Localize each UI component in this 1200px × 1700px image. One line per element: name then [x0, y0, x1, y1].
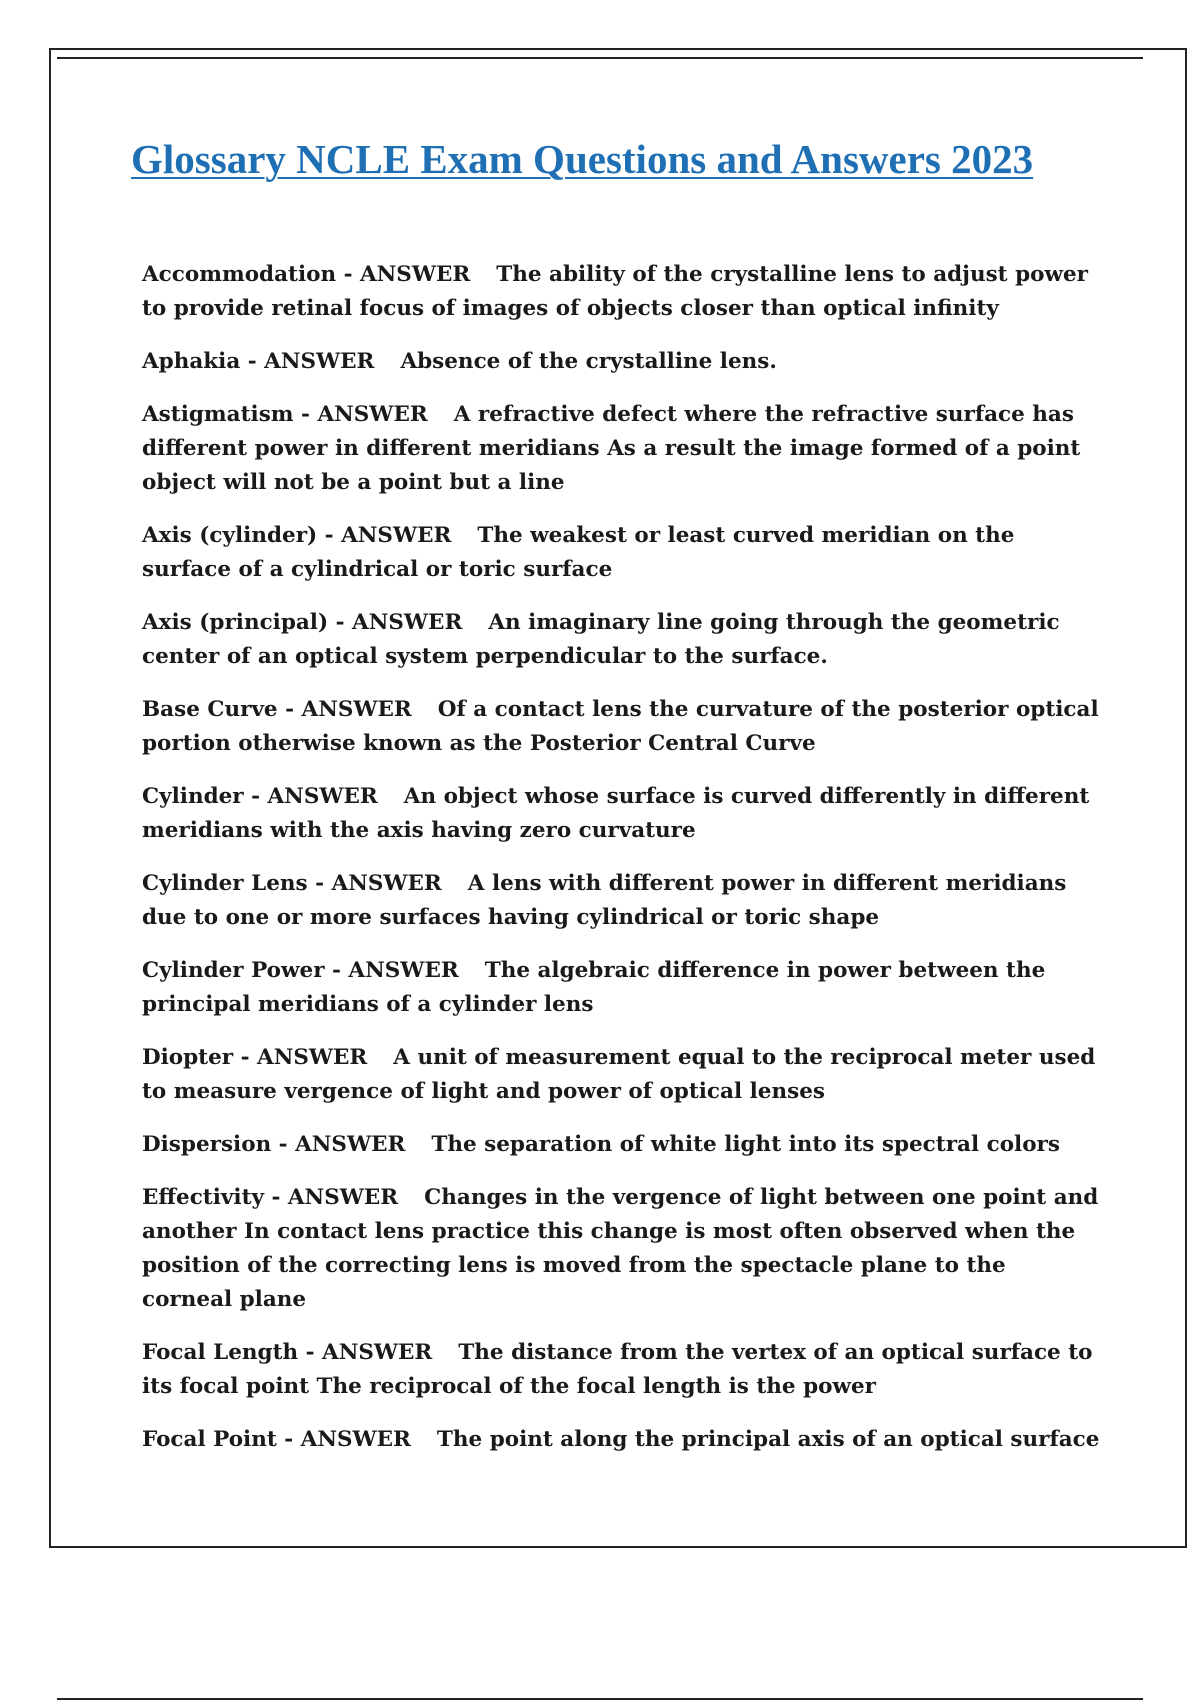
glossary-definition: The algebraic difference in power between the principal meridians of a cylinder lens [142, 958, 1046, 1017]
glossary-entry [142, 1181, 1102, 1317]
glossary-term: Effectivity - ANSWER [142, 1185, 399, 1210]
glossary-definition: An object whose surface is curved differently in different meridians with the axis having zero curvature [142, 784, 1090, 843]
glossary-entry [142, 867, 1102, 935]
glossary-definition: A lens with different power in different meridians due to one or more surfaces having cylindrical or toric shape [142, 871, 1067, 930]
glossary-definition: Changes in the vergence of light between one point and another In contact lens practice this change is most often observed when the position of the correcting lens is moved from the spectacle plane to the corneal plane [142, 1185, 1099, 1312]
glossary-term: Astigmatism - ANSWER [142, 402, 428, 427]
glossary-definition: The separation of white light into its spectral colors [431, 1132, 1060, 1157]
glossary-term: Accommodation - ANSWER [142, 262, 471, 287]
glossary-definition: A unit of measurement equal to the reciprocal meter used to measure vergence of light and power of optical lenses [142, 1045, 1096, 1104]
glossary-definition: Absence of the crystalline lens. [400, 349, 777, 374]
glossary-definition: An imaginary line going through the geometric center of an optical system perpendicular to the surface. [142, 610, 1060, 669]
glossary-definition: The point along the principal axis of an optical surface [436, 1427, 1100, 1452]
glossary-term: Cylinder Lens - ANSWER [142, 871, 442, 896]
document-title: Glossary NCLE Exam Questions and Answers 2023 [131, 136, 1034, 182]
glossary-entry [142, 606, 1102, 674]
glossary-entry [142, 519, 1102, 587]
glossary-entry [142, 780, 1102, 848]
glossary-definition: The distance from the vertex of an optical surface to its focal point The reciprocal of the focal length is the power [142, 1340, 1093, 1399]
glossary-entry [142, 398, 1102, 500]
glossary-definition: A refractive defect where the refractive surface has different power in different meridians As a result the image formed of a point object will not be a point but a line [142, 402, 1081, 495]
glossary-term: Diopter - ANSWER [142, 1045, 368, 1070]
glossary-term: Focal Point - ANSWER [142, 1427, 411, 1452]
glossary-term: Aphakia - ANSWER [142, 349, 375, 374]
glossary-entry [142, 1423, 1102, 1457]
glossary-entry [142, 1336, 1102, 1404]
glossary-term: Base Curve - ANSWER [142, 697, 412, 722]
glossary-entry [142, 345, 1102, 379]
glossary-term: Axis (cylinder) - ANSWER [142, 523, 452, 548]
glossary-term: Cylinder Power - ANSWER [142, 958, 459, 983]
glossary-definition: The weakest or least curved meridian on the surface of a cylindrical or toric surface [142, 523, 1015, 582]
glossary-entry [142, 1128, 1102, 1162]
glossary-term: Focal Length - ANSWER [142, 1340, 433, 1365]
glossary-entry [142, 954, 1102, 1022]
glossary-term: Cylinder - ANSWER [142, 784, 378, 809]
glossary-definition: Of a contact lens the curvature of the posterior optical portion otherwise known as the Posterior Central Curve [142, 697, 1099, 756]
glossary-entry [142, 693, 1102, 761]
glossary-entry [142, 1041, 1102, 1109]
glossary-term: Axis (principal) - ANSWER [142, 610, 463, 635]
top-rule [57, 57, 1143, 59]
glossary-list [142, 258, 1102, 1476]
glossary-definition: The ability of the crystalline lens to adjust power to provide retinal focus of images of objects closer than optical infinity [142, 262, 1088, 321]
glossary-entry [142, 258, 1102, 326]
glossary-term: Dispersion - ANSWER [142, 1132, 406, 1157]
